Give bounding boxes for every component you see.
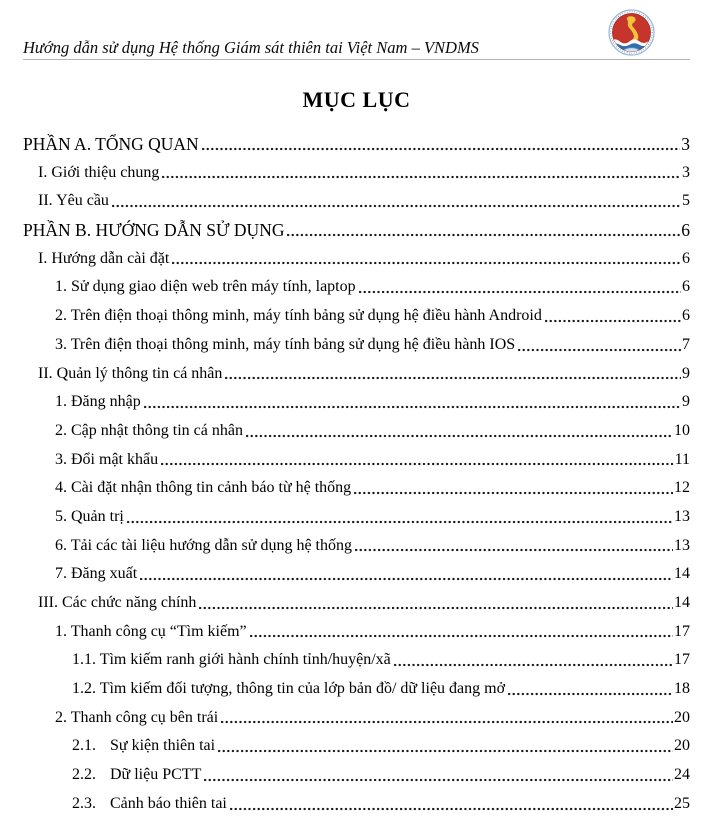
toc-entry[interactable] [23,503,690,532]
toc-page-number: 18 [674,680,690,698]
toc-page-number: 5 [682,192,690,210]
toc-page-number: 17 [674,622,690,640]
toc-entry[interactable] [23,675,690,704]
toc-entry-label: 1. Đăng nhập [55,393,141,411]
toc-entry-label: PHẦN B. HƯỚNG DẪN SỬ DỤNG [23,220,285,241]
toc-entry[interactable] [23,388,690,417]
header-divider [23,59,690,60]
toc-leader-dots [140,577,673,581]
toc-page-number: 10 [674,421,690,439]
toc-page-number: 7 [682,335,690,353]
toc-entry-number: 2.3. [72,794,96,812]
toc-page-number: 3 [682,163,690,181]
toc-leader-dots [221,720,673,724]
toc-leader-dots [250,634,673,638]
toc-entry[interactable] [23,474,690,503]
toc-entry[interactable] [23,331,690,360]
toc-entry-label: 1. Thanh công cụ “Tìm kiếm” [55,622,247,640]
toc-page-number: 6 [682,278,690,296]
toc-entry[interactable] [23,589,690,618]
toc-entry-label: 2. Trên điện thoại thông minh, máy tính bảng sử dụng hệ điều hành Android [55,307,542,325]
toc-page-number: 6 [682,307,690,325]
document-header-title: Hướng dẫn sử dụng Hệ thống Giám sát thiên tai Việt Nam – VNDMS [23,38,479,57]
toc-entry[interactable] [23,646,690,675]
toc-entry[interactable] [23,532,690,561]
toc-entry-label: Cảnh báo thiên tai [110,794,227,812]
toc-page-number: 20 [674,737,690,755]
toc-leader-dots [172,261,681,265]
toc-leader-dots [225,376,681,380]
toc-entry-label: 3. Đổi mật khẩu [55,450,159,468]
toc-leader-dots [161,462,674,466]
toc-leader-dots [545,319,681,323]
toc-entry-number: 2.2. [72,766,96,784]
toc-entry-label: 5. Quản trị [55,507,124,525]
toc-entry[interactable] [23,790,690,819]
toc-entry-label: I. Hướng dẫn cài đặt [38,249,170,267]
toc-entry[interactable] [23,159,690,188]
toc-page-number: 14 [674,594,690,611]
toc-page-number: 13 [674,507,690,525]
toc-entry[interactable] [23,187,690,216]
toc-entry-number: 2.1. [72,737,96,755]
toc-entry[interactable] [23,761,690,790]
toc-page-number: 3 [681,134,690,154]
toc-leader-dots [354,491,673,495]
toc-page-number: 6 [682,249,690,267]
toc-entry[interactable] [23,417,690,446]
toc-entry[interactable] [23,302,690,331]
toc-entry-label: I. Giới thiệu chung [38,163,160,181]
toc-entry-label: 6. Tải các tài liệu hướng dẫn sử dụng hệ thống [55,536,352,554]
toc-entry-label: 4. Cài đặt nhận thông tin cảnh báo từ hệ thống [55,479,352,497]
toc-leader-dots [394,663,673,667]
toc-leader-dots [287,233,680,237]
toc-entry-label: 7. Đăng xuất [55,565,138,583]
toc-entry[interactable] [23,446,690,475]
document-header [23,0,690,58]
toc-entry-label: PHẦN A. TỔNG QUAN [23,134,199,154]
toc-leader-dots [355,548,673,552]
toc-leader-dots [202,147,681,151]
toc-page-number: 12 [674,479,690,497]
toc-page-number: 25 [674,794,690,812]
toc-entry-label: II. Quản lý thông tin cá nhân [38,364,223,382]
toc-page-number: 9 [682,393,690,411]
toc-entry-label: 2. Thanh công cụ bên trái [55,708,219,726]
toc-leader-dots [246,434,673,438]
toc-entry[interactable] [23,618,690,647]
toc-leader-dots [508,692,673,696]
toc-page-number: 17 [674,651,690,669]
toc-page-number: 9 [682,364,690,382]
toc-entry-label: 1.1. Tìm kiếm ranh giới hành chính tỉnh/huyện/xã [72,651,391,669]
toc-entry[interactable] [23,360,690,389]
toc-entry[interactable] [23,704,690,733]
toc-leader-dots [162,175,681,179]
toc-entry-label: 2. Cập nhật thông tin cá nhân [55,421,243,439]
toc-leader-dots [359,290,681,294]
page-title: MỤC LỤC [302,87,411,112]
toc-leader-dots [199,606,673,610]
toc-leader-dots [112,204,681,208]
toc-entry[interactable] [23,245,690,274]
toc-entry-label: 1. Sử dụng giao diện web trên máy tính, laptop [55,278,356,296]
toc-page-number: 24 [674,766,690,784]
toc-leader-dots [204,778,673,782]
toc-entry-label: 1.2. Tìm kiếm đối tượng, thông tin của lớp bản đồ/ dữ liệu đang mở [72,680,506,698]
toc-entry-label: Sự kiện thiên tai [110,737,216,755]
toc-page-number: 20 [674,708,690,726]
toc-page-number: 6 [681,220,690,241]
toc-leader-dots [127,520,673,524]
toc-entry[interactable] [23,130,690,159]
table-of-contents [23,130,690,819]
toc-entry-label: 3. Trên điện thoại thông minh, máy tính bảng sử dụng hệ điều hành IOS [55,335,516,353]
toc-page-number: 14 [674,565,690,583]
toc-entry[interactable] [23,560,690,589]
toc-entry-label: III. Các chức năng chính [38,594,197,611]
toc-entry[interactable] [23,273,690,302]
toc-entry[interactable] [23,732,690,761]
toc-leader-dots [218,749,673,753]
toc-entry[interactable] [23,216,690,245]
toc-leader-dots [144,405,681,409]
vndms-logo-icon [608,9,655,56]
toc-page-number: 11 [674,450,690,468]
toc-entry-label: II. Yêu cầu [38,192,109,210]
toc-entry-label: Dữ liệu PCTT [110,766,202,784]
toc-leader-dots [230,807,673,811]
toc-page-number: 13 [674,536,690,554]
toc-leader-dots [518,348,681,352]
